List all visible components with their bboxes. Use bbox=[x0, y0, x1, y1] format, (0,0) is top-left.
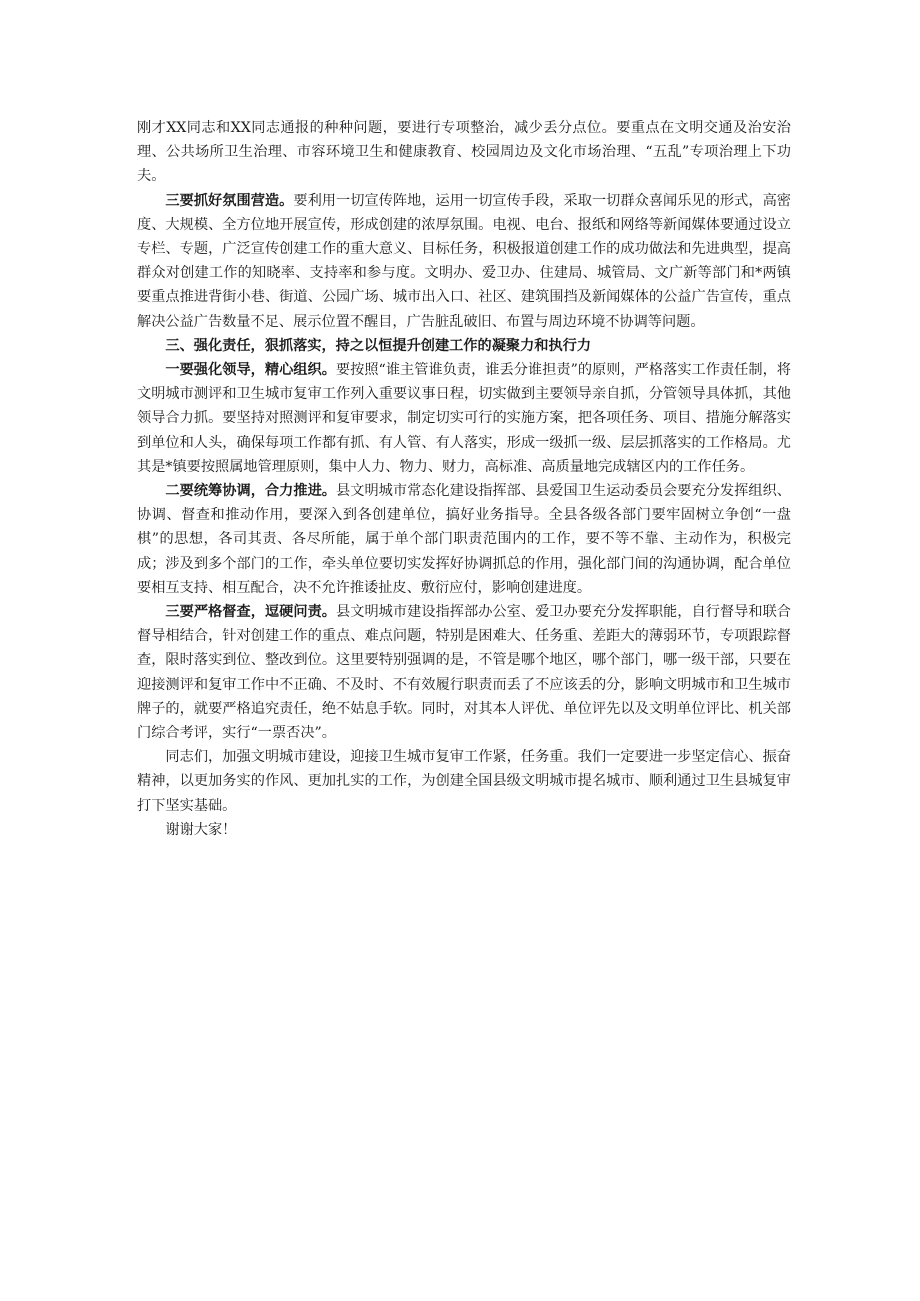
paragraph-atmosphere bbox=[137, 189, 791, 334]
paragraph-continuation bbox=[137, 116, 791, 189]
document-page bbox=[137, 116, 791, 842]
paragraph-text: 要按照“谁主管谁负责，谁丢分谁担责”的原则，严格落实工作责任制，将文明城市测评和卫生城市复审工作列入重要议事日程，切实做到主要领导亲自抓，分管领导具体抓，其他领导合力抓。要坚持对照测评和复审要求，制定切实可行的实施方案，把各项任务、项目、措施分解落实到单位和人头，确保每项工作都有抓、有人管、有人落实，形成一级抓一级、层层抓落实的工作格局。尤其是*镇要按照属地管理原则，集中人力、物力、财力，高标准、高质量地完成辖区内的工作任务。 bbox=[137, 362, 791, 475]
paragraph-text: 同志们，加强文明城市建设，迎接卫生城市复审工作紧，任务重。我们一定要进一步坚定信心、振奋精神，以更加务实的作风、更加扎实的工作，为创建全国县级文明城市提名城市、顺利通过卫生县城复审打下坚实基础。 bbox=[137, 749, 791, 814]
paragraph-leadership bbox=[137, 358, 791, 479]
paragraph-supervision bbox=[137, 600, 791, 745]
paragraph-text: 县文明城市建设指挥部办公室、爱卫办要充分发挥职能，自行督导和联合督导相结合，针对创建工作的重点、难点问题，特别是困难大、任务重、差距大的薄弱环节，专项跟踪督查，限时落实到位、整改到位。这里要特别强调的是，不管是哪个地区，哪个部门，哪一级干部，只要在迎接测评和复审工作中不正确、不及时、不有效履行职责而丢了不应该丢的分，影响文明城市和卫生城市牌子的，就要严格追究责任，绝不姑息手软。同时，对其本人评优、单位评先以及文明单位评比、机关部门综合考评，实行“一票否决”。 bbox=[137, 604, 791, 742]
paragraph-text: 谢谢大家！ bbox=[165, 821, 237, 838]
paragraph-text: 县文明城市常态化建设指挥部、县爱国卫生运动委员会要充分发挥组织、协调、督查和推动作用，要深入到各创建单位，搞好业务指导。全县各级各部门要牢固树立争创“一盘棋”的思想，各司其责、各尽所能，属于单个部门职责范围内的工作，要不等不靠、主动作为，积极完成；涉及到多个部门的工作，牵头单位要切实发挥好协调抓总的作用，强化部门间的沟通协调，配合单位要相互支持、相互配合，决不允许推诿扯皮、敷衍应付，影响创建进度。 bbox=[137, 483, 791, 596]
paragraph-coordination bbox=[137, 479, 791, 600]
paragraph-text: 刚才XX同志和XX同志通报的种种问题，要进行专项整治，减少丢分点位。要重点在文明交通及治安治理、公共场所卫生治理、市容环境卫生和健康教育、校园周边及文化市场治理、“五乱”专项治理上下功夫。 bbox=[137, 120, 791, 185]
paragraph-lead: 三要严格督查，逗硬问责。 bbox=[165, 604, 337, 621]
paragraph-lead: 三要抓好氛围营造。 bbox=[165, 192, 294, 209]
paragraph-text: 要利用一切宣传阵地，运用一切宣传手段，采取一切群众喜闻乐见的形式，高密度、大规模、全方位地开展宣传，形成创建的浓厚氛围。电视、电台、报纸和网络等新闻媒体要通过设立专栏、专题，广泛宣传创建工作的重大意义、目标任务，积极报道创建工作的成功做法和先进典型，提高群众对创建工作的知晓率、支持率和参与度。文明办、爱卫办、住建局、城管局、文广新等部门和*两镇要重点推进背街小巷、街道、公园广场、城市出入口、社区、建筑围挡及新闻媒体的公益广告宣传，重点解决公益广告数量不足、展示位置不醒目，广告脏乱破旧、布置与周边环境不协调等问题。 bbox=[137, 192, 791, 330]
section-heading: 三、强化责任，狠抓落实，持之以恒提升创建工作的凝聚力和执行力 bbox=[165, 337, 592, 354]
paragraph-thanks bbox=[137, 818, 791, 842]
paragraph-lead: 一要强化领导，精心组织。 bbox=[165, 362, 336, 379]
paragraph-closing bbox=[137, 745, 791, 818]
paragraph-lead: 二要统筹协调，合力推进。 bbox=[165, 483, 337, 500]
